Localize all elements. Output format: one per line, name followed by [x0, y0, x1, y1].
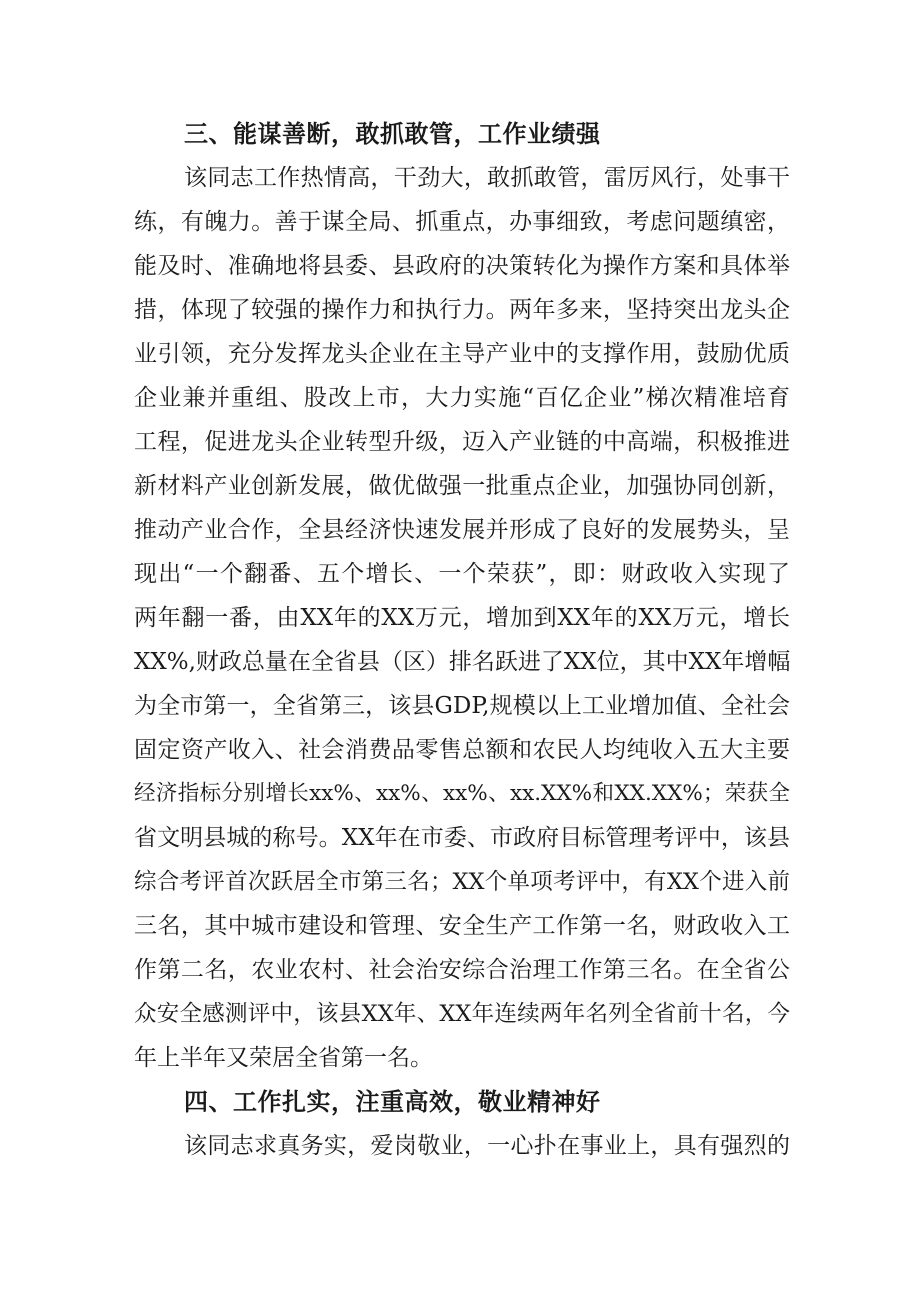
paragraph-line: 省文明县城的称号。XX年在市委、市政府目标管理考评中，该县 [134, 825, 790, 851]
paragraph-line: 新材料产业创新发展，做优做强一批重点企业，加强协同创新， [134, 473, 790, 499]
paragraph-line: 该同志求真务实，爱岗敬业，一心扑在事业上，具有强烈的 [184, 1133, 790, 1159]
paragraph-line: 推动产业合作，全县经济快速发展并形成了良好的发展势头，呈 [134, 517, 790, 543]
paragraph-line: 固定资产收入、社会消费品零售总额和农民人均纯收入五大主要 [134, 737, 790, 763]
paragraph-line: 现出“一个翻番、五个增长、一个荣获”，即：财政收入实现了 [134, 561, 790, 587]
section-4-heading: 四、工作扎实，注重高效，敬业精神好 [184, 1088, 601, 1116]
paragraph-line: 年上半年又荣居全省第一名。 [134, 1045, 433, 1071]
section-3-heading: 三、能谋善断，敢抓敢管，工作业绩强 [184, 120, 601, 148]
paragraph-line: 练，有魄力。善于谋全局、抓重点，办事细致，考虑问题缜密， [134, 209, 790, 235]
paragraph-line: 工程，促进龙头企业转型升级，迈入产业链的中高端，积极推进 [134, 429, 790, 455]
paragraph-line: 三名，其中城市建设和管理、安全生产工作第一名，财政收入工 [134, 913, 790, 939]
paragraph-line: 为全市第一，全省第三，该县GDP,规模以上工业增加值、全社会 [134, 693, 790, 719]
paragraph-line: XX%,财政总量在全省县（区）排名跃进了XX位，其中XX年增幅 [134, 649, 791, 675]
section-4-paragraph [134, 1124, 790, 1168]
paragraph-line: 众安全感测评中，该县XX年、XX年连续两年名列全省前十名，今 [134, 1001, 790, 1027]
paragraph-line: 该同志工作热情高，干劲大，敢抓敢管，雷厉风行，处事干 [184, 165, 790, 191]
paragraph-line: 两年翻一番，由XX年的XX万元，增加到XX年的XX万元，增长 [134, 605, 790, 631]
paragraph-line: 措，体现了较强的操作力和执行力。两年多来，坚持突出龙头企 [134, 297, 790, 323]
paragraph-line: 作第二名，农业农村、社会治安综合治理工作第三名。在全省公 [134, 957, 790, 983]
paragraph-line: 经济指标分别增长xx%、xx%、xx%、xx.XX%和XX.XX%；荣获全 [134, 781, 790, 806]
paragraph-line: 业引领，充分发挥龙头企业在主导产业中的支撑作用，鼓励优质 [134, 341, 790, 367]
paragraph-line: 能及时、准确地将县委、县政府的决策转化为操作方案和具体举 [134, 253, 790, 279]
paragraph-line: 综合考评首次跃居全市第三名；XX个单项考评中，有XX个进入前 [134, 869, 790, 895]
paragraph-line: 企业兼并重组、股改上市，大力实施“百亿企业”梯次精准培育 [134, 385, 790, 411]
document-body [134, 112, 790, 1168]
section-3-paragraph [134, 156, 790, 1080]
